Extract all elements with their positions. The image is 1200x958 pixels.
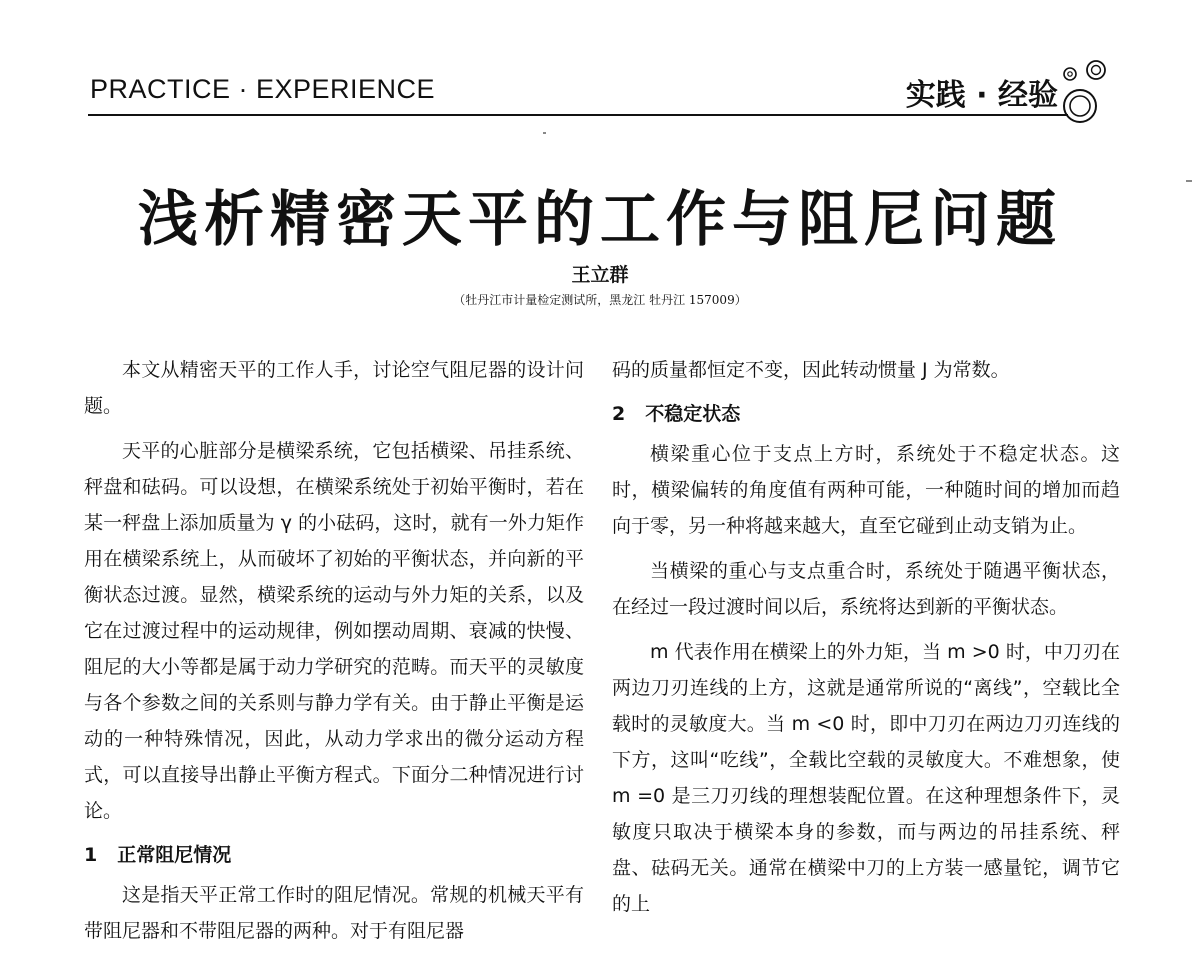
paragraph: 码的质量都恒定不变，因此转动惯量 J 为常数。 [612,359,1010,381]
section-heading [84,838,584,872]
paragraph: 这是指天平正常工作时的阻尼情况。常规的机械天平有带阻尼器和不带阻尼器的两种。对于有阻尼器 [84,884,584,942]
header-divider [88,114,1068,116]
paragraph: 横梁重心位于支点上方时，系统处于不稳定状态。这时，横梁偏转的角度值有两种可能，一种随时间的增加而趋向于零，另一种将越来越大，直至它碰到止动支销为止。 [612,443,1120,537]
article-author: 王立群 [571,264,629,286]
section-label-cn: 实践 · 经验 [905,78,1058,113]
paragraph: m 代表作用在横梁上的外力矩，当 m >0 时，中刀刃在两边刀刃连线的上方，这就是通常所说的“离线”，空载比全载时的灵敏度大。当 m <0 时，即中刀刃在两边刀刃连线的下方，这叫“吃线”，全载比空载的灵敏度大。不难想象，使 m =0 是三刀刃线的理想装配位置。在这种理想条件下，灵敏度只取决于横梁本身的参数，而与两边的吊挂系统、秤盘、砝码无关。通常在横梁中刀的上方装一感量铊，调节它的上 [612,641,1120,915]
section-heading [612,397,1120,431]
article-title: 浅析精密天平的工作与阻尼问题 [138,185,1062,255]
section-number: 1 [84,844,98,866]
paragraph: 天平的心脏部分是横梁系统，它包括横梁、吊挂系统、秤盘和砝码。可以设想，在横梁系统处于初始平衡时，若在某一秤盘上添加质量为 γ 的小砝码，这时，就有一外力矩作用在横梁系统上，从而破坏了初始的平衡状态，并向新的平衡状态过渡。显然，横梁系统的运动与外力矩的关系，以及它在过渡过程中的运动规律，例如摆动周期、衰减的快慢、阻尼的大小等都是属于动力学研究的范畴。而天平的灵敏度与各个参数之间的关系则与静力学有关。由于静止平衡是运动的一种特殊情况，因此，从动力学求出的微分运动方程式，可以直接导出静止平衡方程式。下面分二种情况进行讨论。 [84,440,584,822]
decorative-circles-icon [1052,58,1112,128]
left-column [84,352,584,958]
paragraph: 当横梁的重心与支点重合时，系统处于随遇平衡状态，在经过一段过渡时间以后，系统将达到新的平衡状态。 [612,560,1120,618]
scan-mark [543,132,546,134]
section-title: 不稳定状态 [645,403,741,425]
section-label-en: PRACTICE · EXPERIENCE [90,74,436,104]
section-title: 正常阻尼情况 [117,844,232,866]
section-number: 2 [612,403,626,425]
paragraph: 本文从精密天平的工作人手，讨论空气阻尼器的设计问题。 [84,359,584,417]
author-affiliation: （牡丹江市计量检定测试所，黑龙江 牡丹江 157009） [453,293,747,307]
right-column [612,352,1120,931]
